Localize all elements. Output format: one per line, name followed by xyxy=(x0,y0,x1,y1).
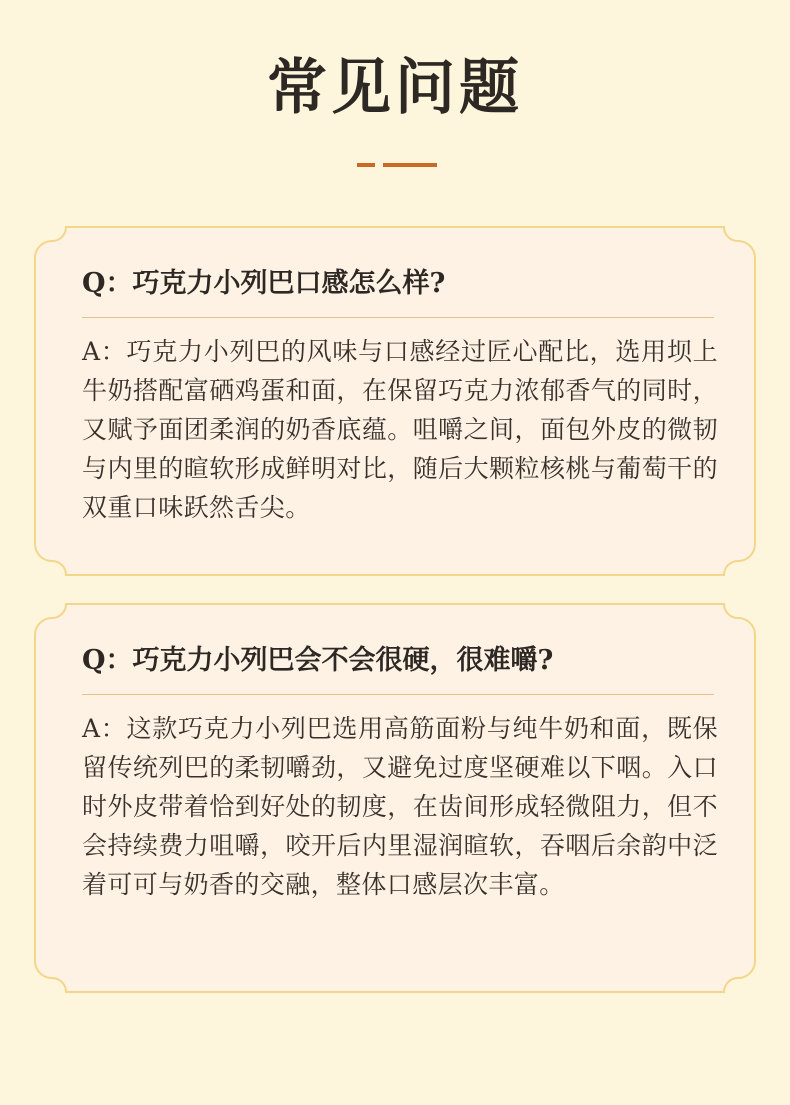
faq-question: Q：巧克力小列巴会不会很硬，很难嚼? xyxy=(82,645,554,676)
faq-card xyxy=(34,603,756,993)
faq-answer: A：这款巧克力小列巴选用高筋面粉与纯牛奶和面，既保留传统列巴的柔韧嚼劲，又避免过度坚硬难以下咽。入口时外皮带着恰到好处的韧度，在齿间形成轻微阻力，但不会持续费力咀嚼，咬开后内里湿润暄软，吞咽后余韵中泛着可可与奶香的交融，整体口感层次丰富。 xyxy=(82,714,718,899)
title-divider-long-segment xyxy=(383,163,437,167)
title-divider-short-segment xyxy=(357,163,375,167)
question-divider xyxy=(82,694,714,695)
title-divider xyxy=(357,163,437,167)
faq-answer: A：巧克力小列巴的风味与口感经过匠心配比，选用坝上牛奶搭配富硒鸡蛋和面，在保留巧克力浓郁香气的同时，又赋予面团柔润的奶香底蕴。咀嚼之间，面包外皮的微韧与内里的暄软形成鲜明对比，随后大颗粒核桃与葡萄干的双重口味跃然舌尖。 xyxy=(82,337,718,522)
page-title: 常见问题 xyxy=(267,53,523,123)
question-divider xyxy=(82,317,714,318)
faq-card xyxy=(34,226,756,576)
faq-question: Q：巧克力小列巴口感怎么样? xyxy=(82,268,446,299)
